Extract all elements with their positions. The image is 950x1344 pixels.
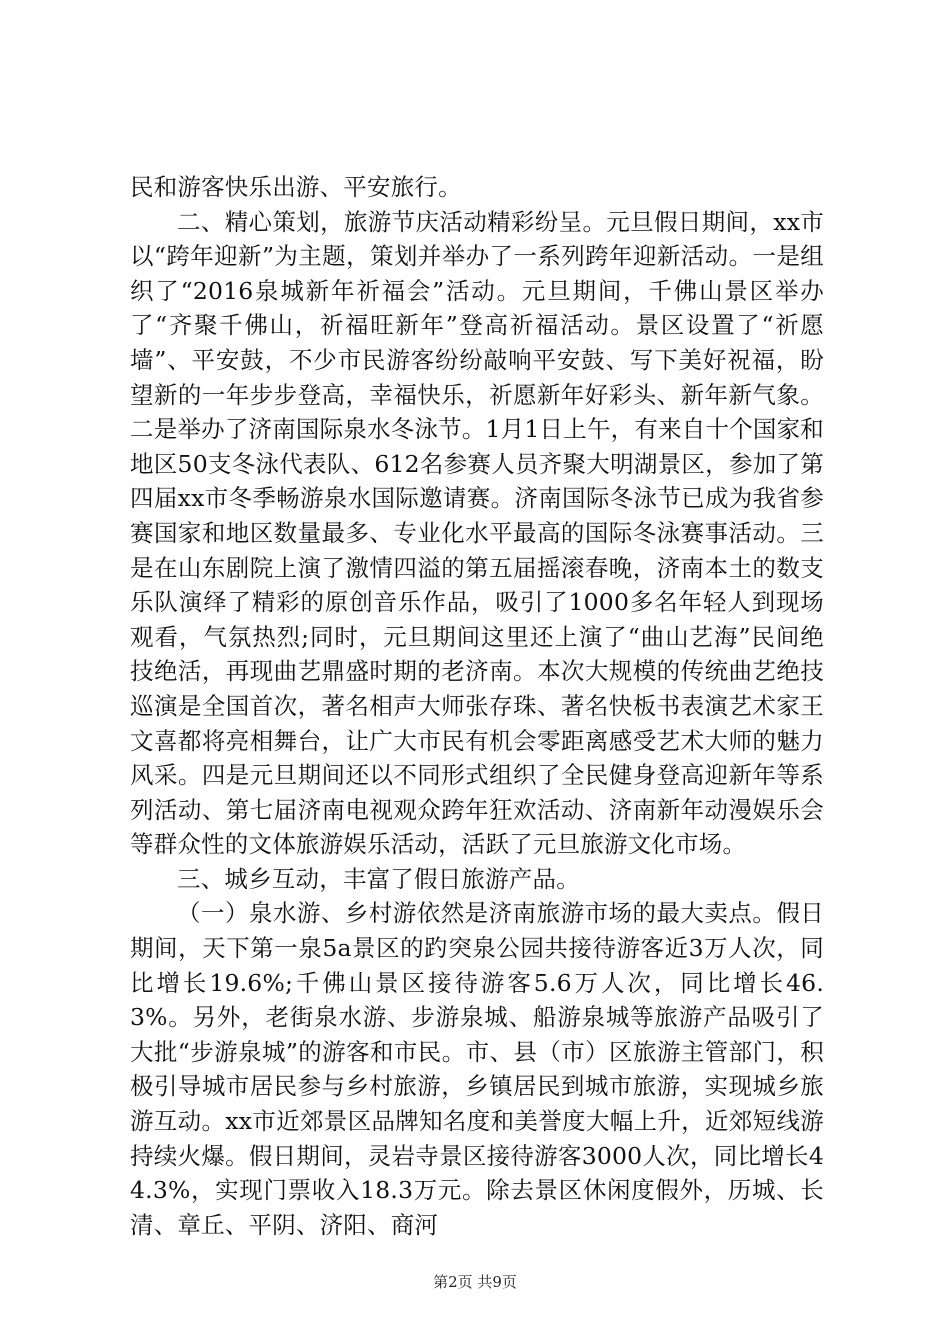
page-number: 第2页 共9页 [433,1273,517,1291]
paragraph-2: 二、精心策划，旅游节庆活动精彩纷呈。元旦假日期间，xx市以“跨年迎新”为主题，策划并举办了一系列跨年迎新活动。一是组织了“2016泉城新年祈福会”活动。元旦期间，千佛山景区举办了“齐聚千佛山，祈福旺新年”登高祈福活动。景区设置了“祈愿墙”、平安鼓，不少市民游客纷纷敲响平安鼓、写下美好祝福，盼望新的一年步步登高，幸福快乐，祈愿新年好彩头、新年新气象。二是举办了济南国际泉水冬泳节。1月1日上午，有来自十个国家和地区50支冬泳代表队、612名参赛人员齐聚大明湖景区，参加了第四届xx市冬季畅游泉水国际邀请赛。济南国际冬泳节已成为我省参赛国家和地区数量最多、专业化水平最高的国际冬泳赛事活动。三是在山东剧院上演了激情四溢的第五届摇滚春晚，济南本土的数支乐队演绎了精彩的原创音乐作品，吸引了1000多名年轻人到现场观看，气氛热烈;同时，元旦期间这里还上演了“曲山艺海”民间绝技绝活，再现曲艺鼎盛时期的老济南。本次大规模的传统曲艺绝技巡演是全国首次，著名相声大师张存珠、著名快板书表演艺术家王文喜都将亮相舞台，让广大市民有机会零距离感受艺术大师的魅力风采。四是元旦期间还以不同形式组织了全民健身登高迎新年等系列活动、第七届济南电视观众跨年狂欢活动、济南新年动漫娱乐会等群众性的文体旅游娱乐活动，活跃了元旦旅游文化市场。 [130,207,824,859]
paragraph-3: 三、城乡互动，丰富了假日旅游产品。 [177,864,580,893]
document-body [130,170,824,1242]
paragraph-4: （一）泉水游、乡村游依然是济南旅游市场的最大卖点。假日期间，天下第一泉5a景区的趵突泉公园共接待游客近3万人次，同比增长19.6%;千佛山景区接待游客5.6万人次，同比增长46.3%。另外，老街泉水游、步游泉城、船游泉城等旅游产品吸引了大批“步游泉城”的游客和市民。市、县（市）区旅游主管部门，积极引导城市居民参与乡村旅游，乡镇居民到城市旅游，实现城乡旅游互动。xx市近郊景区品牌知名度和美誉度大幅上升，近郊短线游持续火爆。假日期间，灵岩寺景区接待游客3000人次，同比增长44.3%，实现门票收入18.3万元。除去景区休闲度假外，历城、长清、章丘、平阴、济阳、商河 [130,899,824,1239]
paragraph-1: 民和游客快乐出游、平安旅行。 [130,173,462,201]
